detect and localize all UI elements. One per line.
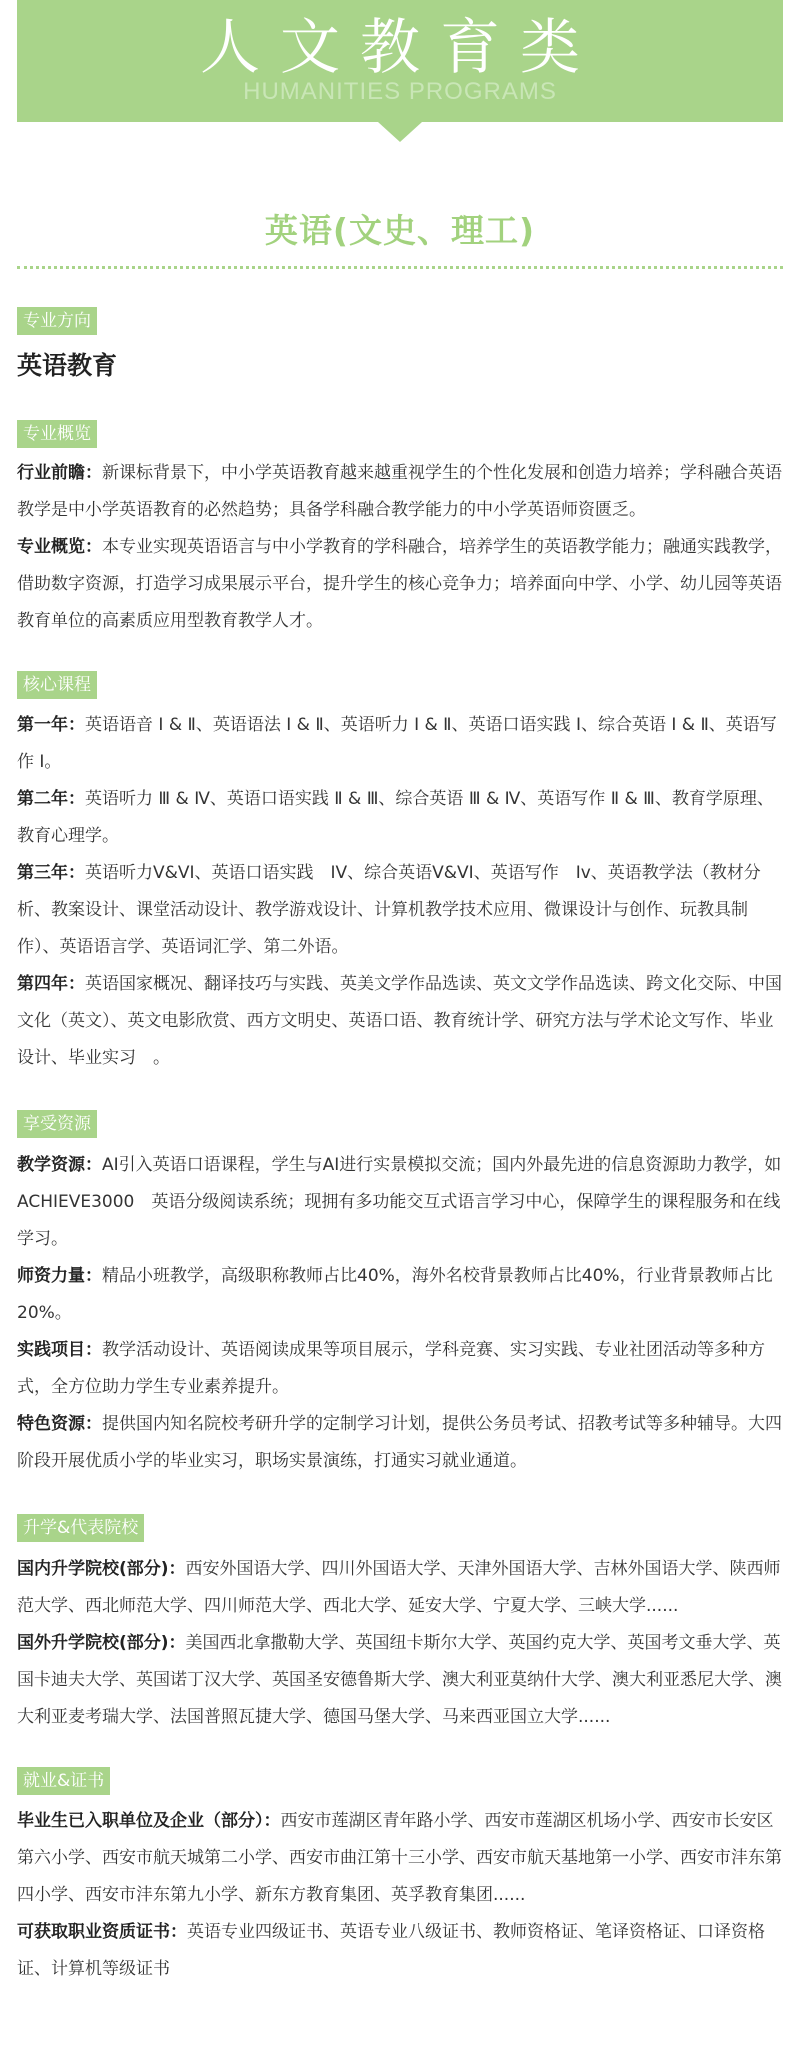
tag-courses: 核心课程 [17,671,97,699]
item-text: 美国西北拿撒勒大学、英国纽卡斯尔大学、英国约克大学、英国考文垂大学、英国卡迪夫大学、英国诺丁汉大学、英国圣安德鲁斯大学、澳大利亚莫纳什大学、澳大利亚悉尼大学、澳大利亚麦考瑞大学、法国普照瓦捷大学、德国马堡大学、马来西亚国立大学...... [17,1633,782,1727]
resource-item [17,1332,783,1406]
dotted-divider [17,266,783,269]
item-label: 毕业生已入职单位及企业（部分）： [17,1811,281,1831]
courses-section [17,707,783,1077]
item-text: 提供国内知名院校考研升学的定制学习计划，提供公务员考试、招教考试等多种辅导。大四阶段开展优质小学的毕业实习，职场实景演练，打通实习就业通道。 [17,1414,782,1471]
resource-item [17,1258,783,1332]
item-label: 师资力量： [17,1266,102,1286]
tag-employment: 就业&证书 [17,1767,110,1795]
school-item [17,1551,783,1625]
resource-item [17,1406,783,1480]
item-text: 本专业实现英语语言与中小学教育的学科融合，培养学生的英语教学能力；融通实践教学，借助数字资源，打造学习成果展示平台，提升学生的核心竞争力；培养面向中学、小学、幼儿园等英语教育单位的高素质应用型教育教学人才。 [17,537,782,631]
header-banner [17,0,783,122]
tag-overview: 专业概览 [17,420,97,448]
course-item [17,966,783,1077]
item-text: 英语听力V&VI、英语口语实践 IV、综合英语V&VI、英语写作 Iv、英语教学法（教材分析、教案设计、课堂活动设计、教学游戏设计、计算机教学技术应用、微课设计与创作、玩教具制作）、英语语言学、英语词汇学、第二外语。 [17,863,761,957]
resources-section [17,1147,783,1480]
item-label: 第四年： [17,974,85,994]
item-label: 专业概览： [17,537,102,557]
item-text: 精品小班教学，高级职称教师占比40%，海外名校背景教师占比40%，行业背景教师占比20%。 [17,1266,773,1323]
item-label: 特色资源： [17,1414,102,1434]
employment-section [17,1803,783,1988]
item-label: 行业前瞻： [17,463,102,483]
item-label: 第二年： [17,789,85,809]
overview-item [17,455,783,529]
overview-section [17,455,783,640]
item-label: 第一年： [17,715,85,735]
item-text: 英语语音 Ⅰ & Ⅱ、英语语法 Ⅰ & Ⅱ、英语听力 Ⅰ & Ⅱ、英语口语实践 Ⅰ、综合英语 Ⅰ & Ⅱ、英语写作 Ⅰ。 [17,715,777,772]
overview-item [17,529,783,640]
school-item [17,1625,783,1736]
tag-resources: 享受资源 [17,1110,97,1138]
course-item [17,781,783,855]
tag-direction: 专业方向 [17,307,97,335]
item-text: 西安市莲湖区青年路小学、西安市莲湖区机场小学、西安市长安区第六小学、西安市航天城第二小学、西安市曲江第十三小学、西安市航天基地第一小学、西安市沣东第四小学、西安市沣东第九小学、新东方教育集团、英孚教育集团...... [17,1811,782,1905]
banner-notch [378,122,422,142]
direction-value: 英语教育 [17,351,118,380]
tag-schools: 升学&代表院校 [17,1514,144,1542]
banner-title: 人文教育类 [200,13,600,83]
schools-section [17,1551,783,1736]
item-label: 国内升学院校(部分)： [17,1559,186,1579]
item-text: 教学活动设计、英语阅读成果等项目展示，学科竞赛、实习实践、专业社团活动等多种方式，全方位助力学生专业素养提升。 [17,1340,765,1397]
course-item [17,707,783,781]
item-label: 教学资源： [17,1155,102,1175]
item-label: 国外升学院校(部分)： [17,1633,186,1653]
course-item [17,855,783,966]
program-title: 英语(文史、理工) [264,211,536,250]
item-text: 英语专业四级证书、英语专业八级证书、教师资格证、笔译资格证、口译资格证、计算机等级证书 [17,1922,765,1979]
item-label: 实践项目： [17,1340,102,1360]
item-text: 英语国家概况、翻译技巧与实践、英美文学作品选读、英文文学作品选读、跨文化交际、中国文化（英文）、英文电影欣赏、西方文明史、英语口语、教育统计学、研究方法与学术论文写作、毕业设计、毕业实习 。 [17,974,782,1068]
resource-item [17,1147,783,1258]
item-text: 英语听力 Ⅲ & Ⅳ、英语口语实践 Ⅱ & Ⅲ、综合英语 Ⅲ & Ⅳ、英语写作 Ⅱ & Ⅲ、教育学原理、教育心理学。 [17,789,774,846]
item-label: 第三年： [17,863,85,883]
employment-item [17,1803,783,1914]
item-label: 可获取职业资质证书： [17,1922,187,1942]
employment-item [17,1914,783,1988]
item-text: 新课标背景下，中小学英语教育越来越重视学生的个性化发展和创造力培养；学科融合英语教学是中小学英语教育的必然趋势；具备学科融合教学能力的中小学英语师资匮乏。 [17,463,782,520]
item-text: AI引入英语口语课程，学生与AI进行实景模拟交流；国内外最先进的信息资源助力教学，如ACHIEVE3000 英语分级阅读系统；现拥有多功能交互式语言学习中心，保障学生的课程服务和在线学习。 [17,1155,782,1249]
banner-subtitle: HUMANITIES PROGRAMS [243,78,557,105]
item-text: 西安外国语大学、四川外国语大学、天津外国语大学、吉林外国语大学、陕西师范大学、西北师范大学、四川师范大学、西北大学、延安大学、宁夏大学、三峡大学...... [17,1559,781,1616]
